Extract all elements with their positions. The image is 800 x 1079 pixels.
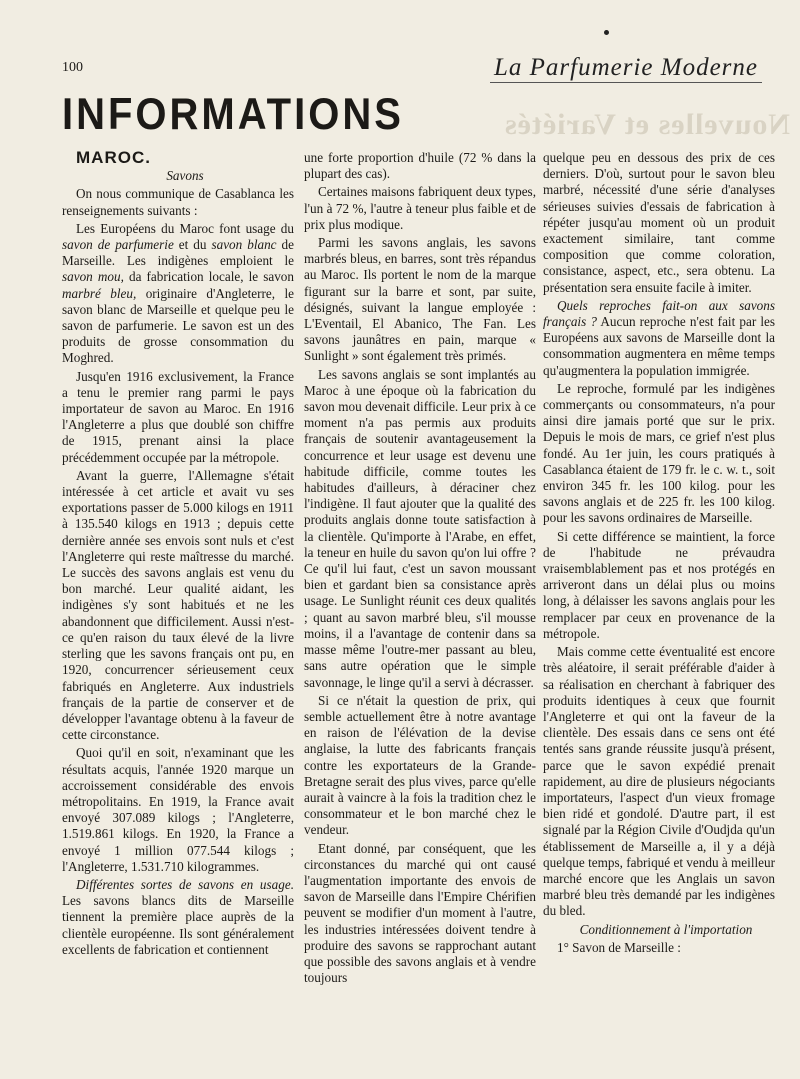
section-subheading: Savons	[166, 168, 204, 184]
paragraph: Différentes sortes de savons en usage. Les savons blancs dits de Marseille tiennent la première place auprès de la clientèle européenne. Ils sont généralement excellents de fabrication et contiennent	[62, 876, 294, 957]
page-number: 100	[62, 60, 83, 75]
paragraph: Quels reproches fait-on aux savons français ? Aucun reproche n'est fait par les Européens aux savons de Marseille dont la consommation augmentera en même temps qu'augmentera la population immigrée.	[543, 297, 776, 378]
column-1	[62, 150, 294, 960]
paragraph: Etant donné, par conséquent, que les circonstances du marché qui ont causé l'augmentation importante des envois de savon de Marseille dans l'Empire Chérifien peuvent se modifier d'un moment à l'autre, les industries intéressées doivent tendre à produire des savons se rapprochant autant que possible des savons anglais et à vendre toujours	[304, 840, 536, 986]
paragraph: Parmi les savons anglais, les savons marbrés bleus, en barres, sont très répandus au Maroc. Ils portent le nom de la marque figurant sur la barre et sont, par suite, désignés, suivant la langue employée : L'Eventail, El Abanico, The Fan. Les savons jaunâtres en pain, marque « Sunlight » sont également très primés.	[304, 235, 536, 364]
paragraph: Jusqu'en 1916 exclusivement, la France a tenu le premier rang parmi le pays importateur de savon au Maroc. En 1916 l'Angleterre a plus que doublé son chiffre de 1915, prenant ainsi la place précédemment occupée par la métropole.	[62, 368, 294, 465]
column-2	[304, 150, 536, 988]
column-3	[543, 150, 775, 958]
paragraph: une forte proportion d'huile (72 % dans la plupart des cas).	[304, 150, 536, 182]
subsection-heading: Conditionnement à l'importation	[579, 921, 753, 937]
paragraph: Si cette différence se maintient, la force de l'habitude ne prévaudra vraisemblablement pas et nos protégés en arriveront dans un délai plus ou moins long, à délaisser les savons anglais pour les remplacer par ceux en provenance de la métropole.	[543, 528, 775, 641]
paragraph: Avant la guerre, l'Allemagne s'était intéressée à cet article et avait vu ses exportations passer de 5.000 kilogs en 1911 à 135.540 kilogs en 1913 ; depuis cette dernière année ses envois sont nuls et c'est l'Angleterre qui reste maîtresse du marché. Le succès des savons anglais est venu du bon marché. Leur qualité aidant, les indigènes s'y sont habitués et ne les abandonnent que difficilement. Aussi n'est-ce qu'en raison du taux élevé de la livre sterling que les savons français ont pu, en 1920, concurrencer sérieusement ceux fabriqués en Angleterre. Aux industriels français de la partie de conserver et de développer l'avantage obtenu à la faveur de cette circonstance.	[62, 467, 294, 743]
paragraph: On nous communique de Casablanca les renseignements suivants :	[62, 186, 294, 218]
paragraph: Si ce n'était la question de prix, qui semble actuellement être à notre avantage en raison de l'élévation de la devise anglaise, la lutte des fabricants français contre les exportateurs de la Grande-Bretagne serait des plus vives, parce qu'elle aurait à vaincre à la fois la tradition chez le consommateur et le bon marché chez le vendeur.	[304, 692, 536, 838]
paragraph: 1° Savon de Marseille :	[557, 939, 681, 955]
page-title: INFORMATIONS	[62, 90, 404, 140]
paragraph: Les Européens du Maroc font usage du savon de parfumerie et du savon blanc de Marseille. Les indigènes emploient le savon mou, da fabrication locale, le savon marbré bleu, originaire d'Angleterre, le savon blanc de Marseille et quelque peu le savon de parfumerie. Le savon est un des produits de grosse consommation du Moghred.	[62, 220, 294, 366]
section-heading: MAROC.	[76, 148, 151, 167]
journal-title: La Parfumerie Moderne	[490, 54, 762, 83]
bleed-through-text: Nouvelles et Variétés	[504, 108, 790, 141]
paragraph: Le reproche, formulé par les indigènes commerçants ou consommateurs, n'a pour ainsi dire jamais porté que sur le prix. Depuis le mois de mars, ce grief n'est plus fondé. Au 1er juin, les cours pratiqués à Casablanca étaient de 179 fr. le c. w. t., soit environ 345 fr. les 100 kilog. pour les savons anglais et de 225 fr. les 100 kilog. pour les savons ordinaires de Marseille.	[543, 380, 775, 526]
paragraph: Mais comme cette éventualité est encore très aléatoire, il serait préférable d'aider à sa réalisation en cherchant à fabriquer des produits identiques à ceux que fournit l'Angleterre et qui ont la faveur de la clientèle. Des essais dans ce sens ont été tentés sans grande réussite jusqu'à présent, parce que le savon expédié prenait rapidement, au dire de plusieurs négociants importateurs, l'aspect d'un vieux fromage bien ridé et gondolé. D'autre part, il est signalé par la Région Civile d'Oudjda qu'un établissement de Marseille a, il y a déjà quelque temps, fabriqué et vendu à meilleur marché encore que les Anglais un savon marbré bleu très demandé par les indigènes du bled.	[543, 644, 775, 919]
ink-dot	[604, 30, 609, 35]
paragraph: Les savons anglais se sont implantés au Maroc à une époque où la fabrication du savon mou devenait difficile. Leur prix à ce moment n'a pas permis aux produits français de soutenir avantageusement la concurrence et leur usage est devenu une habitude difficile, comme toutes les habitudes d'ailleurs, à déraciner chez l'indigène. Il faut ajouter que la qualité des produits anglais donne toute satisfaction à la clientèle. Qu'importe à l'Arabe, en effet, la teneur en huile du savon qu'on lui offre ? Ce qu'il lui faut, c'est un savon moussant bien et gardant bien sa consistance après usage. Le Sunlight réunit ces deux qualités ; quant au savon marbré bleu, s'il mousse moins, il a l'avantage de contenir dans sa masse même l'outre-mer passant au bleu, sans autre opération que le simple savonnage, le linge qu'il a servi à décrasser.	[304, 366, 536, 690]
paragraph: quelque peu en dessous des prix de ces derniers. D'où, surtout pour le savon bleu marbré, nécessité d'une série d'analyses sérieuses suivies d'essais de fabrication à répéter jusqu'au moment où un produit exactement similaire, tant comme composition que comme coloration, consistance, aspect, etc., sera obtenu. La présentation sera ensuite facile à imiter.	[543, 150, 775, 295]
paragraph: Certaines maisons fabriquent deux types, l'un à 72 %, l'autre à teneur plus faible et de prix plus modique.	[304, 184, 536, 232]
paragraph: Quoi qu'il en soit, n'examinant que les résultats acquis, l'année 1920 marque un accroissement considérable des envois métropolitains. En 1919, la France avait envoyé 307.089 kilogs ; l'Angleterre, 1.519.861 kilogs. En 1920, la France a envoyé 1 million 077.544 kilogs ; l'Angleterre, 1.531.710 kilogrammes.	[62, 745, 294, 874]
